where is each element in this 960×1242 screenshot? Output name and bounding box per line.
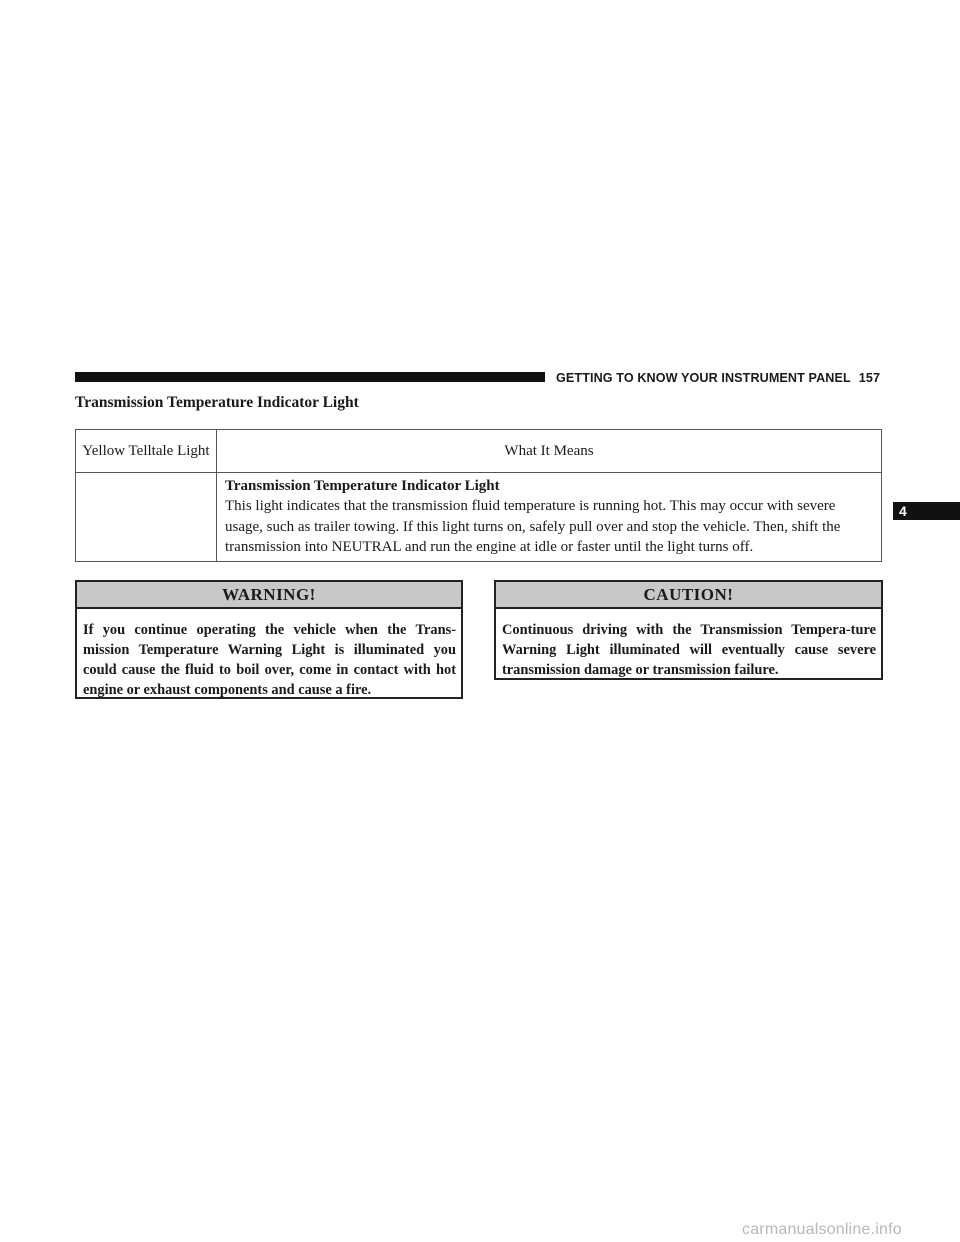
table-header-row bbox=[76, 430, 882, 473]
caution-box bbox=[494, 580, 883, 680]
caution-title: CAUTION! bbox=[496, 582, 881, 609]
row-title: Transmission Temperature Indicator Light bbox=[225, 478, 500, 494]
row-description: This light indicates that the transmission fluid temperature is running hot. This may occur with severe usage, such as trailer towing. If this light turns on, safely pull over and stop the vehicle. Then, shift the transmission into NEUTRAL and run the engine at idle or faster until the light turns off. bbox=[225, 498, 841, 555]
meaning-cell bbox=[217, 473, 882, 562]
page-number: 157 bbox=[858, 371, 881, 385]
caution-text: Continuous driving with the Transmission Tempera-ture Warning Light illuminated will eventually cause severe transmission damage or transmission failure. bbox=[502, 622, 876, 678]
header-title: GETTING TO KNOW YOUR INSTRUMENT PANEL bbox=[556, 371, 851, 385]
warning-title: WARNING! bbox=[77, 582, 461, 609]
section-heading: Transmission Temperature Indicator Light bbox=[75, 394, 359, 411]
chapter-tab: 4 bbox=[893, 502, 960, 520]
running-header bbox=[556, 370, 882, 386]
column-header-meaning: What It Means bbox=[217, 430, 882, 473]
telltale-table bbox=[75, 429, 882, 562]
footer-watermark: carmanualsonline.info bbox=[742, 1221, 902, 1238]
column-header-telltale: Yellow Telltale Light bbox=[76, 430, 217, 473]
warning-text: If you continue operating the vehicle when the Trans-mission Temperature Warning Light is illuminated you could cause the fluid to boil over, come in contact with hot engine or exhaust components and cause a fire. bbox=[83, 622, 456, 698]
telltale-icon-cell bbox=[76, 473, 217, 562]
warning-box bbox=[75, 580, 463, 699]
table-row bbox=[76, 473, 882, 562]
header-rule bbox=[75, 372, 545, 382]
